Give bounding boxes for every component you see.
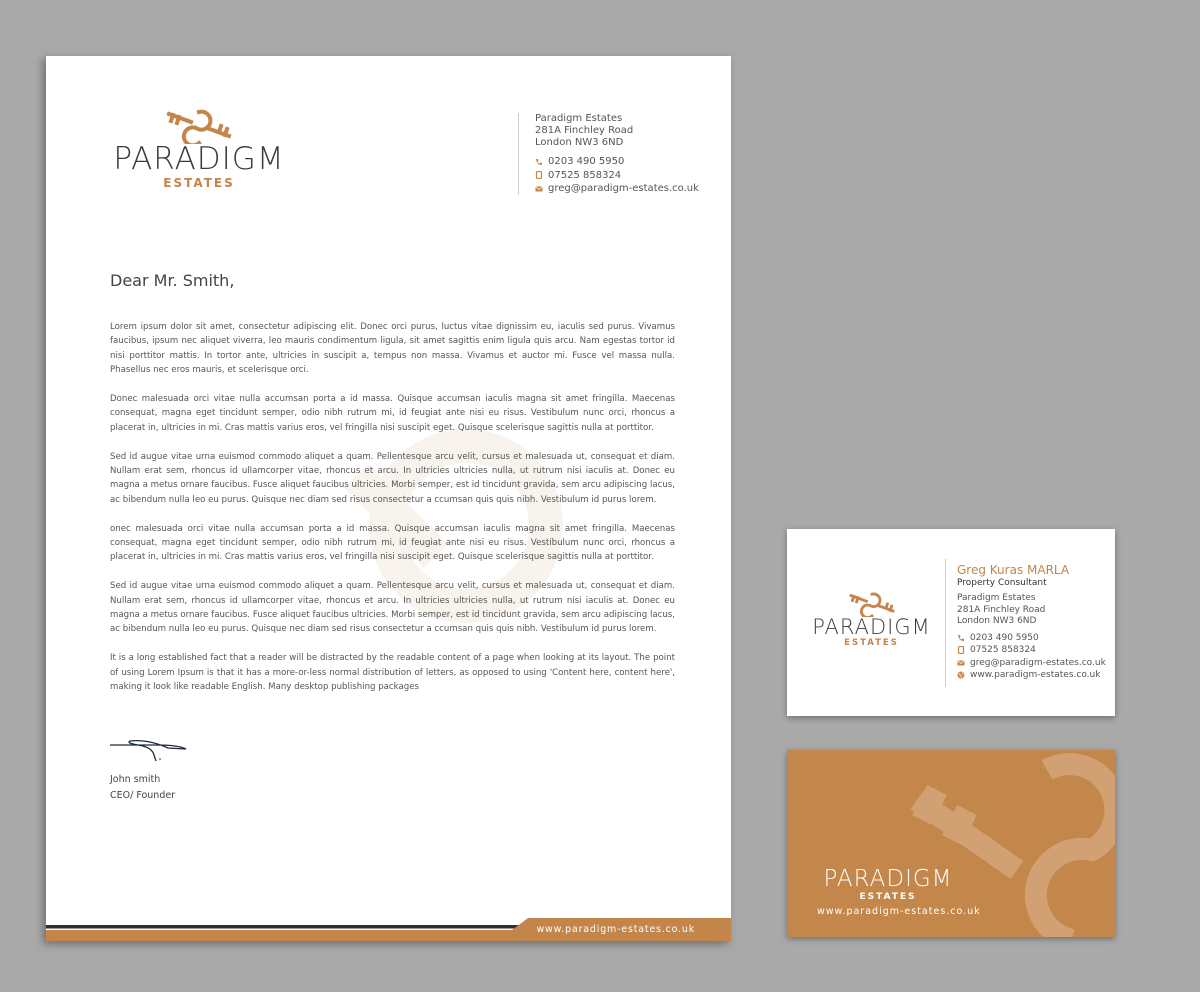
letter-greeting: Dear Mr. Smith, — [110, 271, 235, 290]
signer-name: John smith — [110, 774, 161, 785]
logo-wordmark: PARADIGM — [113, 141, 285, 177]
card-contact-block — [945, 559, 1110, 689]
card-logo — [809, 591, 934, 648]
signer-title: CEO/ Founder — [110, 790, 176, 801]
mobile-row — [535, 169, 699, 183]
email-row — [957, 657, 1106, 670]
phone-number: 0203 490 5950 — [970, 632, 1039, 643]
phone-icon — [535, 158, 543, 166]
email-row — [535, 182, 699, 196]
phone-icon — [957, 634, 965, 642]
phone-row — [957, 632, 1106, 645]
paragraph: onec malesuada orci vitae nulla accumsan porta a id massa. Quisque accumsan iaculis magna sit amet fringilla. Maecenas consequat, magna eget tincidunt semper, odio nibh rutrum mi, id feugiat ante nisi eu risus. Vestibulum nunc orci, rhoncus a placerat in, ultricies in mi. Cras mattis varius eros, vel fringilla nisi suscipit eget. Quisque scelerisque sagittis nulla at porttitor. — [110, 523, 675, 563]
paragraph: It is a long established fact that a reader will be distracted by the readable content of a page when looking at its layout. The point of using Lorem Ipsum is that it has a more-or-less normal distribution of letters, as opposed to using 'Content here, content here', making it look like readable English. Many desktop publishing packages — [110, 653, 675, 693]
paragraph: Sed id augue vitae urna euismod commodo aliquet a quam. Pellentesque arcu velit, cursus et malesuada ut, consequat et diam. Nullam erat sem, rhoncus id ullamcorper vitae, rhoncus et arcu. In ultricies ultricies nulla, ut rutrum nisi iaculis at. Donec eu magna a metus ornare faucibus. Fusce aliquet faucibus ultricies. Morbi semper, est id tincidunt gravida, sem arcu adipiscing lacus, ac bibendum nulla leo eu purus. Quisque nec diam sed risus consectetur a ccumsan quis quis nibh. Vestibulum id purus lorem. — [110, 581, 675, 635]
mobile-row — [957, 644, 1106, 657]
letter-body — [110, 320, 675, 709]
contact-divider — [518, 113, 519, 195]
mobile-icon — [535, 171, 543, 179]
keys-logo-icon — [844, 591, 900, 617]
paragraph: Sed id augue vitae urna euismod commodo aliquet a quam. Pellentesque arcu velit, cursus et malesuada ut, consequat et diam. Nullam erat sem, rhoncus id ullamcorper vitae, rhoncus et arcu. In ultricies ultricies nulla, ut rutrum nisi iaculis at. Donec eu magna a metus ornare faucibus. Fusce aliquet faucibus ultricies. Morbi semper, est id tincidunt gravida, sem arcu adipiscing lacus, ac bibendum nulla leo eu purus. Quisque nec diam sed risus consectetur a ccumsan quis quis nibh. Vestibulum id purus lorem. — [110, 451, 675, 505]
company-name: Paradigm Estates — [535, 113, 623, 124]
logo-subtitle: ESTATES — [859, 892, 917, 902]
company-name: Paradigm Estates — [957, 593, 1036, 603]
logo-subtitle: ESTATES — [163, 176, 235, 190]
address-line-2: London NW3 6ND — [957, 616, 1037, 626]
mobile-number: 07525 858324 — [970, 645, 1036, 655]
person-role: Property Consultant — [957, 578, 1047, 588]
envelope-icon — [957, 659, 965, 667]
logo-wordmark: PARADIGM — [823, 866, 953, 892]
website-row — [957, 669, 1106, 682]
phone-number: 0203 490 5950 — [548, 156, 625, 167]
logo-subtitle: ESTATES — [844, 638, 899, 648]
website-url[interactable]: www.paradigm-estates.co.uk — [970, 670, 1101, 680]
email-address[interactable]: greg@paradigm-estates.co.uk — [548, 183, 699, 194]
letterhead-contact-block — [518, 113, 718, 195]
address-line-1: 281A Finchley Road — [957, 604, 1046, 615]
contact-divider — [945, 559, 946, 687]
footer-website[interactable]: www.paradigm-estates.co.uk — [536, 924, 695, 935]
globe-icon — [957, 671, 965, 679]
company-logo — [108, 108, 290, 189]
mobile-number: 07525 858324 — [548, 169, 622, 181]
business-card-front — [787, 529, 1115, 716]
signature-icon — [108, 729, 190, 765]
keys-logo-icon — [159, 108, 239, 144]
phone-row — [535, 155, 699, 169]
envelope-icon — [535, 185, 543, 193]
card-back-website[interactable]: www.paradigm-estates.co.uk — [817, 906, 981, 917]
paragraph: Donec malesuada orci vitae nulla accumsan porta a id massa. Quisque accumsan iaculis magna sit amet fringilla. Maecenas consequat, magna eget tincidunt semper, odio nibh rutrum mi, id feugiat ante nisi eu risus. Vestibulum nunc orci, rhoncus a placerat in, ultricies in mi. Cras mattis varius eros, vel fringilla nisi suscipit eget. Quisque scelerisque sagittis nulla at porttitor. — [110, 394, 675, 433]
logo-wordmark: PARADIGM — [812, 615, 931, 639]
address-line-2: London NW3 6ND — [535, 137, 624, 148]
paragraph: Lorem ipsum dolor sit amet, consectetur adipiscing elit. Donec orci purus, luctus vitae dignissim eu, iaculis sed purus. Vivamus faucibus, ipsum nec aliquet viverra, leo mauris condimentum ligula, sit amet sagittis enim ligula quis arcu. Nam egestas tortor id nisi porttitor mattis. In tortor ante, ultricies in suscipit a, tempus non massa. Vivamus et auctor mi. Fusce vel massa nulla. Phasellus nec eros mauris, et scelerisque orci. — [110, 322, 675, 376]
mobile-icon — [957, 646, 965, 654]
address-line-1: 281A Finchley Road — [535, 125, 634, 136]
business-card-back — [787, 750, 1115, 937]
email-address[interactable]: greg@paradigm-estates.co.uk — [970, 657, 1106, 668]
card-back-logo — [813, 868, 963, 902]
letterhead-page — [46, 56, 731, 941]
person-name: Greg Kuras MARLA — [957, 563, 1070, 577]
